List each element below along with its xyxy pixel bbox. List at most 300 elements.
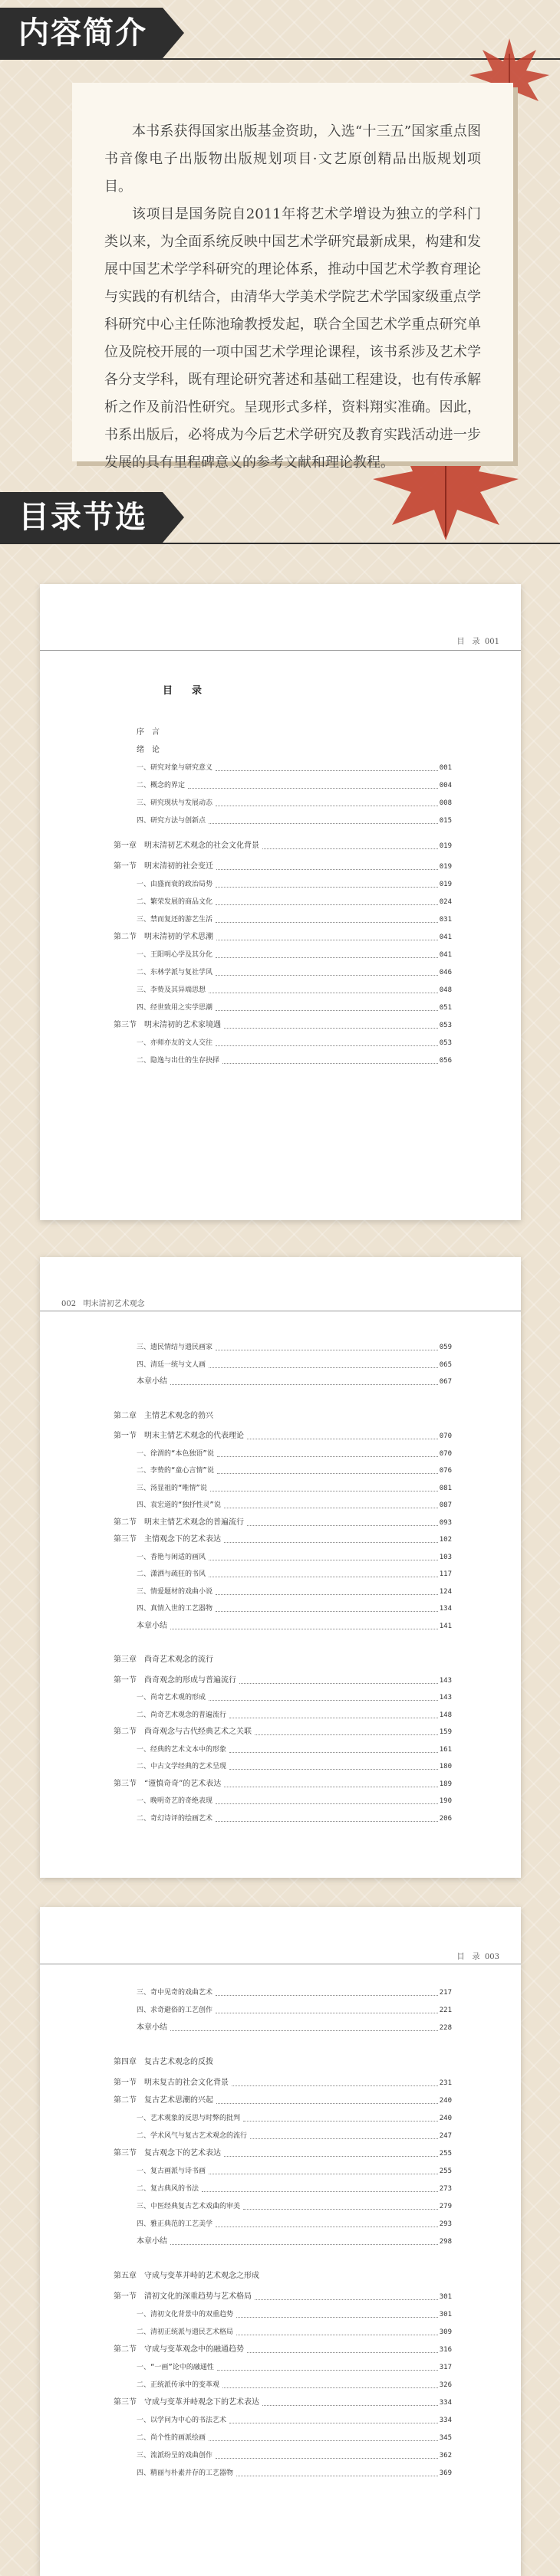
toc-entry <box>114 2148 452 2160</box>
toc-leader-dots <box>216 2004 438 2013</box>
toc-entry <box>114 1430 452 1442</box>
toc-leader-dots <box>170 2022 438 2031</box>
toc-leader-dots <box>262 2397 438 2406</box>
toc-leader-dots <box>229 2414 438 2423</box>
toc-entry <box>137 2361 452 2374</box>
toc-entry-label: 一、清初文化背景中的双重趋势 <box>137 2311 234 2318</box>
toc-entry-page: 031 <box>439 916 452 924</box>
page-header <box>61 1297 145 1308</box>
toc-entry-label: 第三章 尚奇艺术观念的流行 <box>114 1656 213 1664</box>
toc-entry-page: 053 <box>439 1039 452 1047</box>
intro-section-title: 内容简介 <box>0 8 163 58</box>
toc-leader-dots <box>216 1813 438 1822</box>
toc-entry-label: 第一节 明末清初的社会变迁 <box>114 862 213 871</box>
toc-entry-label: 二、复古典风的书法 <box>137 2185 199 2193</box>
toc-entry-label: 第二节 守成与变革观念中的融通趋势 <box>114 2345 244 2354</box>
toc-entry-label: 一、由盛而衰的政治局势 <box>137 881 213 888</box>
toc-entry <box>114 931 452 943</box>
toc-entry-label: 第一章 明末清初艺术观念的社会文化背景 <box>114 842 259 850</box>
toc-entry-page: 048 <box>439 986 452 994</box>
toc-entry <box>137 2022 452 2034</box>
toc-leader-dots <box>224 1499 438 1508</box>
toc-entry-page: 065 <box>439 1360 452 1369</box>
toc-entry-label: 二、隐逸与出仕的生存抉择 <box>137 1057 220 1065</box>
toc-entry-page: 004 <box>439 782 452 789</box>
toc-entry-label: 第三节 主情观念下的艺术表达 <box>114 1535 221 1544</box>
toc-entry <box>137 1465 452 1477</box>
toc-leader-dots <box>209 984 438 993</box>
toc-title: 目 录 <box>163 685 207 697</box>
toc-entry <box>137 2130 452 2142</box>
toc-page-1 <box>40 584 521 1220</box>
toc-entry <box>137 1709 452 1721</box>
toc-entry <box>114 2056 452 2069</box>
toc-entry-page: 087 <box>439 1501 452 1509</box>
toc-entry <box>114 861 452 873</box>
toc-entry-label: 第二节 复古艺术思潮的兴起 <box>114 2096 213 2105</box>
toc-leader-dots <box>209 1359 438 1368</box>
toc-entry-label: 二、中古文学经典的艺术呈现 <box>137 1763 227 1770</box>
toc-entry <box>137 1055 452 1067</box>
toc-entry-page: 076 <box>439 1467 452 1475</box>
toc-entry-label: 一、研究对象与研究意义 <box>137 764 213 772</box>
toc-leader-dots <box>216 1654 450 1663</box>
toc-entry <box>137 1376 452 1388</box>
toc-entry-label: 三、李贽及其异端思想 <box>137 986 206 994</box>
toc-leader-dots <box>209 1551 438 1560</box>
toc-leader-dots <box>216 1987 438 1996</box>
toc-entry-page: 117 <box>439 1570 452 1578</box>
toc-entry <box>114 1675 452 1687</box>
toc-entry <box>114 2344 452 2356</box>
toc-entry <box>137 2112 452 2125</box>
toc-entry-label: 第二节 明末清初的学术思潮 <box>114 933 213 941</box>
toc-leader-dots <box>209 1568 438 1577</box>
page-number: 001 <box>484 638 499 646</box>
toc-entry-label: 三、遗民情结与遗民画家 <box>137 1344 213 1351</box>
toc-entry <box>137 1987 452 1999</box>
page-header-label: 明末清初艺术观念 <box>83 1300 145 1308</box>
toc-leader-dots <box>222 1055 438 1064</box>
toc-leader-dots <box>224 2148 438 2157</box>
toc-entry-label: 一、艺术观象的反思与时弊的批判 <box>137 2115 241 2122</box>
toc-entry-page: 024 <box>439 898 452 906</box>
toc-entry-page: 240 <box>439 2115 452 2122</box>
toc-entry-label: 第三节 复古观念下的艺术表达 <box>114 2149 221 2158</box>
page-number: 003 <box>484 1953 499 1961</box>
toc-leader-dots <box>217 1465 438 1474</box>
toc-entry-label: 四、清廷一统与文人画 <box>137 1360 206 1369</box>
toc-entry-label: 一、尚奇艺术观的形成 <box>137 1694 206 1701</box>
toc-entry <box>137 1568 452 1580</box>
toc-entry-page: 326 <box>439 2381 452 2389</box>
page-header <box>457 1950 499 1961</box>
toc-entry <box>137 797 452 809</box>
toc-entry <box>137 2183 452 2195</box>
toc-entry-page: 293 <box>439 2220 452 2228</box>
toc-entry-label: 二、概念的界定 <box>137 782 186 789</box>
toc-leader-dots <box>255 2291 438 2300</box>
toc-entry-page: 019 <box>439 863 452 871</box>
toc-entry-label: 二、尚个性的画派绘画 <box>137 2434 206 2442</box>
toc-entry-label: 二、奇幻诗评的绘画艺术 <box>137 1814 213 1823</box>
toc-entry-page: 345 <box>439 2434 452 2442</box>
toc-entry-page: 041 <box>439 951 452 959</box>
toc-entry-page: 019 <box>439 881 452 888</box>
toc-entry <box>137 2200 452 2213</box>
toc-entry-label: 一、以学问为中心的书法艺术 <box>137 2417 227 2424</box>
toc-entry <box>137 1744 452 1756</box>
toc-entry <box>114 1517 452 1529</box>
toc-entry-label: 第一节 清初文化的深重趋势与艺术格局 <box>114 2292 252 2301</box>
toc-leader-dots <box>216 949 438 958</box>
toc-section-title: 目录节选 <box>0 492 163 543</box>
toc-entry <box>137 1603 452 1615</box>
toc-entry-label: 三、情爱题材的戏曲小说 <box>137 1587 213 1596</box>
toc-entry-page: 279 <box>439 2203 452 2210</box>
toc-entry-label: 四、真情入世的工艺器物 <box>137 1605 213 1613</box>
toc-entry-page: 056 <box>439 1057 452 1065</box>
toc-entry <box>137 779 452 792</box>
toc-entry <box>137 762 452 774</box>
toc-entry <box>114 2095 452 2107</box>
toc-entry <box>137 1795 452 1807</box>
toc-entry-label: 本章小结 <box>137 2023 167 2032</box>
toc-entry-label: 二、清初正统派与遗民艺术格局 <box>137 2328 234 2336</box>
toc-entry-page: 255 <box>439 2167 452 2175</box>
toc-entry <box>137 2432 452 2444</box>
toc-entry <box>137 878 452 891</box>
toc-entry <box>137 1002 452 1014</box>
toc-leader-dots <box>216 878 438 888</box>
toc-entry <box>137 984 452 996</box>
intro-paragraph-1: 本书系获得国家出版基金资助，入选“十三五”国家重点图书音像电子出版物出版规划项目·文艺原创精品出版规划项目。 <box>104 123 481 195</box>
toc-leader-dots <box>216 1603 438 1612</box>
toc-entry-label: 第五章 守成与变革并峙的艺术观念之形成 <box>114 2272 259 2280</box>
toc-leader-dots <box>247 2344 438 2353</box>
toc-header-rule <box>0 543 560 544</box>
toc-entry-label: 绪 论 <box>137 746 160 754</box>
toc-entry-page: 015 <box>439 817 452 825</box>
toc-leader-dots <box>217 1448 438 1457</box>
toc-leader-dots <box>236 2326 438 2335</box>
toc-page-2 <box>40 1257 521 1878</box>
toc-entry <box>137 1586 452 1598</box>
toc-leader-dots <box>247 1430 438 1439</box>
toc-entry-page: 051 <box>439 1004 452 1012</box>
toc-leader-dots <box>243 2200 438 2210</box>
page-header-label: 目 录 <box>456 1953 480 1961</box>
toc-leader-dots <box>216 1037 438 1046</box>
toc-entry-label: 二、学术风气与复古艺术观念的流行 <box>137 2132 248 2140</box>
toc-entry <box>114 2291 452 2303</box>
toc-entry-page: 159 <box>439 1728 452 1736</box>
toc-entry-page: 143 <box>439 1676 452 1685</box>
toc-entry-label: 第二节 明末主情艺术观念的普遍流行 <box>114 1518 244 1527</box>
toc-entry-page: 143 <box>439 1694 452 1701</box>
toc-leader-dots <box>216 896 438 905</box>
intro-card <box>72 83 513 471</box>
toc-entry-label: 一、王阳明心学及其分化 <box>137 951 213 959</box>
page-header-rule <box>40 650 521 651</box>
toc-entry-label: 一、徐渭的“本色独语”说 <box>137 1449 214 1458</box>
toc-entry-label: 二、尚奇艺术观念的普遍流行 <box>137 1711 227 1719</box>
toc-entry-page: 019 <box>439 842 452 850</box>
toc-entry-label: 本章小结 <box>137 2237 167 2246</box>
page-header <box>457 635 499 646</box>
toc-leader-dots <box>216 931 438 940</box>
toc-entry-page: 141 <box>439 1622 452 1630</box>
toc-entry-page: 070 <box>439 1432 452 1440</box>
toc-entry-page: 081 <box>439 1484 452 1492</box>
toc-entry <box>114 1019 452 1032</box>
toc-entry <box>114 2397 452 2409</box>
toc-leader-dots <box>216 797 438 806</box>
toc-entry-label: 一、经典的艺术文本中的形象 <box>137 1745 227 1754</box>
toc-entry-page: 228 <box>439 2024 452 2032</box>
toc-leader-dots <box>170 1620 438 1629</box>
toc-entry-page: 316 <box>439 2346 452 2354</box>
toc-entry-page: 070 <box>439 1449 452 1458</box>
toc-leader-dots <box>216 861 438 870</box>
toc-entry-page: 255 <box>439 2150 452 2158</box>
toc-leader-dots <box>170 1376 438 1385</box>
toc-leader-dots <box>239 1675 438 1684</box>
toc-leader-dots <box>229 1709 438 1718</box>
toc-entry <box>137 1761 452 1773</box>
toc-entry-page: 369 <box>439 2469 452 2477</box>
toc-leader-dots <box>224 1778 438 1787</box>
toc-entry-label: 本章小结 <box>137 1621 167 1630</box>
toc-entry <box>137 1620 452 1633</box>
toc-leader-dots <box>170 2236 438 2245</box>
toc-entry <box>137 744 452 756</box>
toc-entry <box>137 1692 452 1704</box>
toc-leader-dots <box>229 1761 438 1770</box>
toc-entry-page: 240 <box>439 2097 452 2105</box>
toc-entry-label: 第三节 明末清初的艺术家境遇 <box>114 1021 221 1029</box>
toc-entry-label: 二、潇洒与疏狂的书风 <box>137 1570 206 1578</box>
toc-leader-dots <box>216 1002 438 1011</box>
toc-entry <box>137 2218 452 2230</box>
toc-leader-dots <box>216 1586 438 1595</box>
toc-page-3 <box>40 1907 521 2576</box>
toc-entry <box>137 1482 452 1495</box>
toc-entry-label: 第一节 明末主情艺术观念的代表理论 <box>114 1432 244 1440</box>
toc-leader-dots <box>250 2130 438 2139</box>
toc-leader-dots <box>209 2432 438 2441</box>
toc-entry-label: 三、奇中见奇的戏曲艺术 <box>137 1989 213 1997</box>
toc-entry <box>137 2004 452 2016</box>
toc-entry-page: 001 <box>439 764 452 772</box>
toc-entry-label: 第一节 尚奇观念的形成与普遍流行 <box>114 1675 236 1685</box>
toc-section-header <box>0 484 199 550</box>
toc-entry-page: 180 <box>439 1763 452 1770</box>
toc-entry-page: 148 <box>439 1711 452 1719</box>
toc-entry <box>114 1534 452 1546</box>
toc-entry-page: 334 <box>439 2417 452 2424</box>
toc-entry-label: 四、经世致用之实学思潮 <box>137 1004 213 1012</box>
intro-paragraph-2: 该项目是国务院自2011年将艺术学增设为独立的学科门类以来，为全面系统反映中国艺术学研究最新成果，构建和发展中国艺术学学科研究的理论体系，推动中国艺术学教育理论与实践的有机结合，由清华大学美术学院艺术学国家级重点学科研究中心主任陈池瑜教授发起，联合全国艺术学重点研究单位及院校开展的一项中国艺术学理论课程，该书系涉及艺术学各分支学科，既有理论研究著述和基础工程建设，也有传承解析之作及前沿性研究。呈现形式多样，资料翔实准确。因此，书系出版后，必将成为今后艺术学研究及教育实践活动进一步发展的具有里程碑意义的参考文献和理论教程。 <box>104 206 481 471</box>
toc-entry-page: 309 <box>439 2328 452 2336</box>
toc-leader-dots <box>209 1692 438 1701</box>
toc-entry-page: 102 <box>439 1536 452 1544</box>
toc-entry-page: 298 <box>439 2238 452 2246</box>
toc-entry-label: 第二节 尚奇观念与古代经典艺术之关联 <box>114 1728 252 1736</box>
toc-entry-page: 247 <box>439 2132 452 2140</box>
toc-entry-label: 第一节 明末复古的社会文化背景 <box>114 2079 229 2087</box>
toc-entry <box>137 2165 452 2177</box>
toc-entry-page: 301 <box>439 2311 452 2318</box>
toc-entry-page: 334 <box>439 2399 452 2407</box>
toc-entry-page: 301 <box>439 2293 452 2301</box>
toc-entry-page: 059 <box>439 1344 452 1351</box>
toc-entry-label: 三、流派纷呈的戏曲创作 <box>137 2452 213 2460</box>
toc-entry-page: 067 <box>439 1378 452 1386</box>
toc-entry-label: 三、禁而复还的游艺生活 <box>137 916 213 924</box>
toc-entry <box>114 2270 452 2282</box>
toc-entry <box>137 2236 452 2248</box>
toc-entry <box>137 1499 452 1511</box>
toc-leader-dots <box>236 2309 438 2318</box>
toc-entry <box>137 966 452 979</box>
toc-leader-dots <box>202 2183 438 2192</box>
toc-entry-label: 一、香艳与闲适的画风 <box>137 1553 206 1561</box>
toc-entry-label: 一、复古画派与诗书画 <box>137 2167 206 2175</box>
toc-leader-dots <box>216 2450 438 2459</box>
toc-entry <box>137 1359 452 1371</box>
toc-entry-label: 四、求奇避俗的工艺创作 <box>137 2007 213 2014</box>
toc-entry-label: 序 言 <box>137 728 160 737</box>
toc-entry <box>137 1037 452 1049</box>
toc-leader-dots <box>216 1410 450 1419</box>
toc-entry-label: 二、正统派传承中的变革观 <box>137 2381 220 2389</box>
toc-entry <box>114 1778 452 1790</box>
page-header-label: 目 录 <box>456 638 480 646</box>
toc-leader-dots <box>216 1341 438 1350</box>
toc-entry-page: 217 <box>439 1989 452 1997</box>
toc-entry-label: 一、亦师亦友的文人交往 <box>137 1039 213 1047</box>
toc-entry-label: 第三节 “谨慎奇奇”的艺术表达 <box>114 1779 222 1788</box>
toc-entry-page: 273 <box>439 2185 452 2193</box>
toc-entry <box>137 1813 452 1825</box>
toc-entry <box>137 2414 452 2427</box>
toc-leader-dots <box>216 2056 450 2066</box>
toc-entry-page: 053 <box>439 1022 452 1029</box>
toc-leader-dots <box>236 2467 438 2476</box>
toc-entry <box>114 1654 452 1666</box>
toc-entry-page: 093 <box>439 1518 452 1527</box>
toc-entry-page: 362 <box>439 2452 452 2460</box>
toc-entry <box>114 2077 452 2089</box>
toc-leader-dots <box>255 1726 438 1735</box>
toc-entry-label: 一、晚明奇艺的奇绝表现 <box>137 1797 213 1805</box>
toc-entry-label: 一、“一画”论中的融通性 <box>137 2364 214 2371</box>
toc-entry <box>137 2450 452 2462</box>
toc-leader-dots <box>216 2095 438 2104</box>
toc-entry <box>137 1341 452 1354</box>
toc-leader-dots <box>262 2270 450 2279</box>
toc-leader-dots <box>217 2361 438 2371</box>
toc-entry <box>137 2309 452 2321</box>
toc-entry-page: 041 <box>439 934 452 941</box>
toc-entry-page: 206 <box>439 1814 452 1823</box>
toc-leader-dots <box>229 1744 438 1753</box>
toc-leader-dots <box>209 815 438 824</box>
toc-leader-dots <box>243 2112 438 2122</box>
toc-entry-label: 第四章 复古艺术观念的反拨 <box>114 2058 213 2066</box>
toc-leader-dots <box>222 2379 438 2388</box>
toc-entry-label: 四、精丽与朴素并存的工艺器物 <box>137 2469 234 2477</box>
toc-leader-dots <box>216 914 438 923</box>
toc-entry-label: 三、汤显祖的“唯情”说 <box>137 1484 207 1492</box>
toc-entry-label: 三、中医经典复古艺术戏曲的审美 <box>137 2203 241 2210</box>
toc-entry-label: 三、研究现状与发展动态 <box>137 799 213 807</box>
toc-entry-page: 317 <box>439 2364 452 2371</box>
toc-entry-label: 二、繁荣发展的商品文化 <box>137 898 213 906</box>
toc-entry-label: 四、袁宏道的“独抒性灵”说 <box>137 1501 221 1509</box>
toc-entry-page: 008 <box>439 799 452 807</box>
toc-leader-dots <box>224 1534 438 1543</box>
toc-leader-dots <box>262 840 438 849</box>
toc-entry-page: 103 <box>439 1553 452 1561</box>
toc-entry-label: 第三节 守成与变革并峙观念下的艺术表达 <box>114 2398 259 2407</box>
toc-leader-dots <box>188 779 438 789</box>
toc-entry <box>137 2326 452 2338</box>
toc-entry <box>137 727 452 739</box>
toc-entry-label: 本章小结 <box>137 1377 167 1386</box>
toc-entry <box>137 2379 452 2391</box>
toc-entry <box>137 914 452 926</box>
toc-entry-label: 第二章 主情艺术观念的勃兴 <box>114 1411 213 1420</box>
toc-leader-dots <box>163 744 450 753</box>
toc-entry <box>137 2467 452 2479</box>
toc-entry <box>114 840 452 852</box>
toc-leader-dots <box>247 1517 438 1526</box>
toc-leader-dots <box>209 2165 438 2174</box>
toc-leader-dots <box>224 1019 438 1029</box>
toc-entry-page: 190 <box>439 1797 452 1805</box>
toc-entry-label: 四、研究方法与创新点 <box>137 817 206 825</box>
toc-entry-label: 二、李贽的“童心言情”说 <box>137 1467 214 1475</box>
toc-entry-page: 221 <box>439 2007 452 2014</box>
toc-entry-label: 二、东林学派与复社学风 <box>137 969 213 976</box>
toc-entry <box>137 815 452 827</box>
toc-entry-page: 134 <box>439 1605 452 1613</box>
toc-leader-dots <box>216 966 438 976</box>
toc-leader-dots <box>210 1482 438 1491</box>
toc-entry-label: 四、雅正典范的工艺美学 <box>137 2220 213 2228</box>
toc-leader-dots <box>216 1795 438 1804</box>
toc-entry <box>137 1551 452 1564</box>
toc-leader-dots <box>232 2077 438 2086</box>
toc-entry-page: 124 <box>439 1587 452 1596</box>
toc-entry-page: 046 <box>439 969 452 976</box>
toc-entry <box>114 1410 452 1423</box>
toc-entry <box>137 1448 452 1460</box>
toc-entry-page: 189 <box>439 1780 452 1788</box>
toc-entry <box>114 1726 452 1738</box>
toc-entry-page: 231 <box>439 2079 452 2087</box>
toc-entry <box>137 896 452 908</box>
intro-section-header <box>0 0 199 66</box>
page-number: 002 <box>61 1300 77 1308</box>
toc-entry <box>137 949 452 961</box>
toc-leader-dots <box>163 727 450 736</box>
toc-entry-page: 161 <box>439 1745 452 1754</box>
toc-leader-dots <box>216 762 438 771</box>
toc-leader-dots <box>216 2218 438 2227</box>
